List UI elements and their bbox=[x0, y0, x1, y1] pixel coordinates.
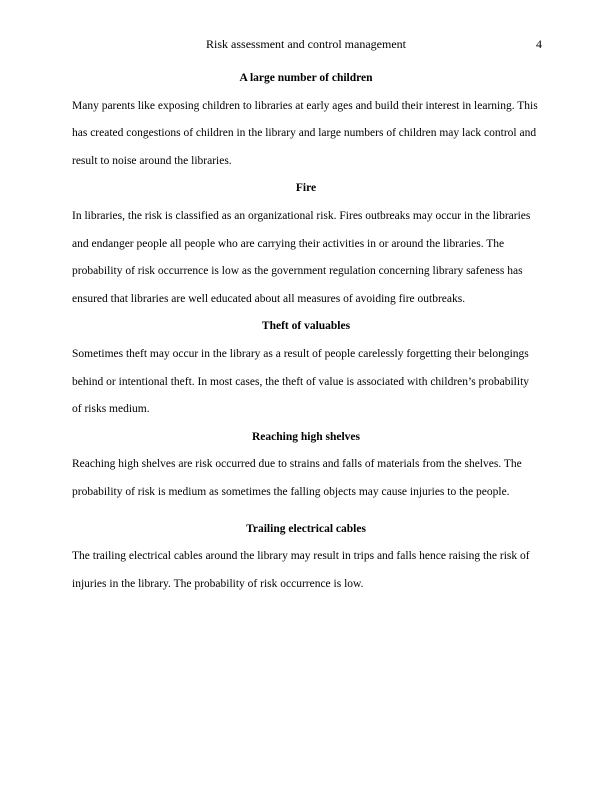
section-large-number-of-children bbox=[72, 65, 540, 175]
section-heading: Fire bbox=[295, 182, 317, 195]
section-theft-of-valuables bbox=[72, 313, 540, 423]
section-heading: Trailing electrical cables bbox=[246, 522, 366, 535]
page-header bbox=[0, 35, 612, 53]
page-number: 4 bbox=[536, 37, 542, 51]
section-trailing-electrical-cables bbox=[72, 516, 540, 599]
document-body bbox=[72, 65, 540, 598]
section-heading: Reaching high shelves bbox=[252, 430, 360, 443]
running-head: Risk assessment and control management bbox=[206, 37, 406, 51]
section-paragraph: Reaching high shelves are risk occurred due to strains and falls of materials from the shelves. The probability of risk is medium as sometimes the falling objects may cause injuries to the people. bbox=[72, 458, 522, 498]
section-paragraph: In libraries, the risk is classified as an organizational risk. Fires outbreaks may occur in the libraries and endanger people all people who are carrying their activities in or around the libraries. The probability of risk occurrence is low as the government regulation concerning library safeness has ensured that libraries are well educated about all measures of avoiding fire outbreaks. bbox=[72, 209, 531, 305]
section-paragraph: Many parents like exposing children to libraries at early ages and build their interest in learning. This has created congestions of children in the library and large numbers of children may lack control and result to noise around the libraries. bbox=[72, 99, 538, 167]
section-paragraph: Sometimes theft may occur in the library as a result of people carelessly forgetting their belongings behind or intentional theft. In most cases, the theft of value is associated with children’s probability of risks medium. bbox=[72, 347, 530, 416]
section-reaching-high-shelves bbox=[72, 424, 540, 507]
section-paragraph: The trailing electrical cables around the library may result in trips and falls hence raising the risk of injuries in the library. The probability of risk occurrence is low. bbox=[72, 550, 530, 590]
section-heading: A large number of children bbox=[239, 72, 373, 84]
section-heading: Theft of valuables bbox=[261, 320, 351, 333]
section-fire bbox=[72, 175, 540, 313]
